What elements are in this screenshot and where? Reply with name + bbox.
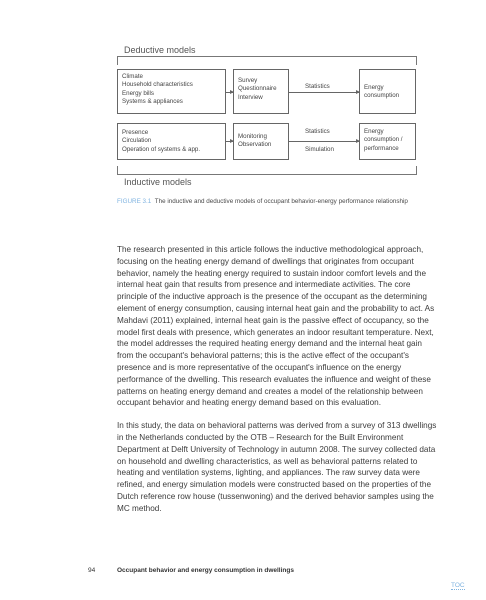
- row1-output: Energy: [364, 84, 384, 91]
- row1-input: Energy bills: [122, 89, 154, 97]
- deductive-models-label: Deductive models: [124, 45, 196, 55]
- paragraph: The research presented in this article follows the inductive methodological approach, focusing on the heating energy demand of dwellings that originates from occupant behavior, namely the heating energy required to sustain indoor comfort levels and the internal heat gain that results from presence and intermediate activities. The core principle of the inductive approach is the presence of the occupant as the determining element of energy consumption, causing internal heat gain and the probability to act. As Mahdavi (2011) explained, internal heat gain is the passive effect of occupancy, so the model first deals with presence, which generates an indoor resultant temperature. Next, the model addresses the required heating energy demand and the internal heat gain from the occupant's behavioral patterns; this is the active effect of the occupant's presence and is more representative of the occupant's influence on the energy performance of the dwelling. This research evaluates the influence and weight of these patterns on heating energy demand and creates a model of the relationship between occupant behavior and heating energy demand based on this evaluation.: [117, 245, 435, 408]
- row1-method: Questionnaire: [238, 85, 277, 93]
- body-text: [117, 244, 438, 515]
- row1-link-label: Statistics: [305, 83, 330, 90]
- row2-arrow-2: [289, 141, 359, 142]
- figure-number: FIGURE 3.1: [117, 198, 152, 205]
- row1-inputs-box: [117, 69, 226, 114]
- row2-method: Monitoring: [238, 133, 267, 140]
- row2-link-top-label: Statistics: [305, 128, 330, 135]
- deductive-bracket: [117, 56, 417, 65]
- row2-input: Circulation: [122, 137, 152, 145]
- inductive-bracket: [117, 166, 417, 175]
- row2-inputs-box: [117, 123, 226, 160]
- row1-input: Systems & appliances: [122, 97, 183, 105]
- row1-method-box: [233, 69, 289, 114]
- page-number: 94: [88, 567, 96, 574]
- row2-method: Observation: [238, 141, 272, 149]
- row1-method: Interview: [238, 93, 263, 101]
- row2-method-box: [233, 123, 289, 160]
- figure-caption: [117, 198, 408, 205]
- toc-link[interactable]: TOC: [451, 582, 465, 589]
- row1-input: Climate: [122, 73, 143, 80]
- inductive-models-label: Inductive models: [124, 177, 192, 187]
- row2-input: Presence: [122, 129, 149, 136]
- row2-output: Energy: [364, 128, 384, 135]
- running-title: Occupant behavior and energy consumption in dwellings: [117, 567, 294, 574]
- row1-output: consumption: [364, 92, 400, 100]
- figure-caption-text: The inductive and deductive models of occupant behavior-energy performance relationship: [154, 198, 408, 205]
- row2-link-bottom-label: Simulation: [305, 146, 334, 153]
- row1-method: Survey: [238, 77, 258, 84]
- row2-output: consumption /: [364, 136, 403, 144]
- row1-arrow-1: [226, 92, 233, 93]
- row1-output-box: [359, 69, 416, 114]
- row1-arrow-2: [289, 92, 359, 93]
- row1-input: Household characteristics: [122, 81, 193, 89]
- row2-output-box: [359, 123, 416, 160]
- row2-arrow-1: [226, 141, 233, 142]
- row2-input: Operation of systems & app.: [122, 145, 201, 153]
- row2-output: performance: [364, 144, 399, 152]
- paragraph: In this study, the data on behavioral patterns was derived from a survey of 313 dwellings in the Netherlands conducted by the OTB – Research for the Built Environment Department at Delft University of Technology in autumn 2008. The survey collected data on household and dwelling characteristics, as well as behavioral patterns related to heating and ventilation systems, lighting, and appliances. The raw survey data were refined, and energy simulation models were constructed based on the properties of the Dutch reference row house (tussenwoning) and the derived behavior samples using the MC method.: [117, 421, 437, 513]
